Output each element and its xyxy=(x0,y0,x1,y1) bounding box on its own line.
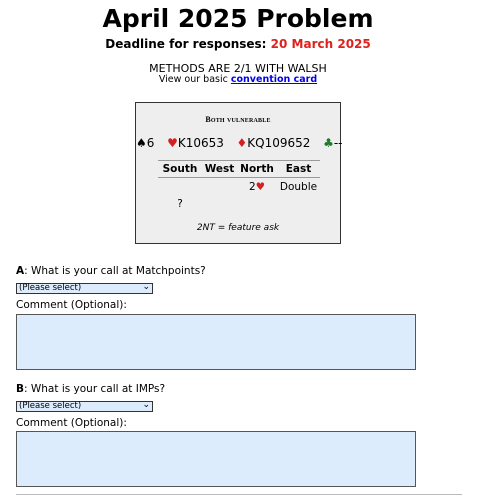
convention-note: 2NT = feature ask xyxy=(196,223,280,233)
bid-north xyxy=(237,181,277,193)
bidding-row xyxy=(158,178,320,195)
convention-card-link[interactable]: convention card xyxy=(230,74,318,85)
clubs-holding: -- xyxy=(333,136,343,150)
header-west: West xyxy=(204,163,235,175)
header-south: South xyxy=(162,163,198,175)
comment-b-label: Comment (Optional): xyxy=(16,417,127,429)
bid-north-level: 2 xyxy=(248,180,256,193)
deadline-line xyxy=(0,37,476,51)
hearts-holding: K10653 xyxy=(177,136,224,150)
chevron-down-icon: ⌄ xyxy=(142,282,150,292)
heart-icon: ♥ xyxy=(167,136,178,150)
vulnerability: Both vulnerable xyxy=(205,115,271,124)
bid-south-pending: ? xyxy=(177,197,183,210)
question-a-text: : What is your call at Matchpoints? xyxy=(24,265,206,277)
divider xyxy=(16,494,462,495)
bidding-header xyxy=(158,161,320,178)
spade-icon: ♠ xyxy=(136,136,147,150)
question-a-letter: A xyxy=(16,265,25,277)
imps-select-value: (Please select) xyxy=(19,401,82,411)
imps-call-select[interactable] xyxy=(16,401,153,412)
question-b-text: : What is your call at IMPs? xyxy=(24,383,166,395)
deadline-label: Deadline for responses: xyxy=(105,37,267,51)
convention-line xyxy=(0,74,476,85)
methods-note: METHODS ARE 2/1 WITH WALSH xyxy=(149,62,327,75)
bidding-row xyxy=(158,195,320,212)
header-north: North xyxy=(240,163,274,175)
matchpoints-call-select[interactable] xyxy=(16,283,153,294)
bid-east: Double xyxy=(279,180,318,193)
bidding-table xyxy=(158,160,320,212)
chevron-down-icon: ⌄ xyxy=(142,400,150,410)
diamonds-holding: KQ109652 xyxy=(247,136,311,150)
question-b-letter: B xyxy=(16,383,25,395)
spades-holding: 6 xyxy=(146,136,155,150)
matchpoints-select-value: (Please select) xyxy=(19,283,82,293)
view-text: View our basic xyxy=(158,74,228,85)
problem-card xyxy=(135,102,341,244)
question-b-label xyxy=(16,383,165,395)
page-title: April 2025 Problem xyxy=(102,4,374,33)
diamond-icon: ♦ xyxy=(236,136,248,150)
imps-comment-field[interactable] xyxy=(16,431,416,487)
header-east: East xyxy=(285,163,312,175)
club-icon: ♣ xyxy=(323,136,334,150)
deadline-date: 20 March 2025 xyxy=(270,37,371,51)
matchpoints-comment-field[interactable] xyxy=(16,314,416,370)
hand-display xyxy=(136,136,343,150)
heart-icon: ♥ xyxy=(255,180,266,193)
question-a-label xyxy=(16,265,206,277)
comment-a-label: Comment (Optional): xyxy=(16,299,127,311)
